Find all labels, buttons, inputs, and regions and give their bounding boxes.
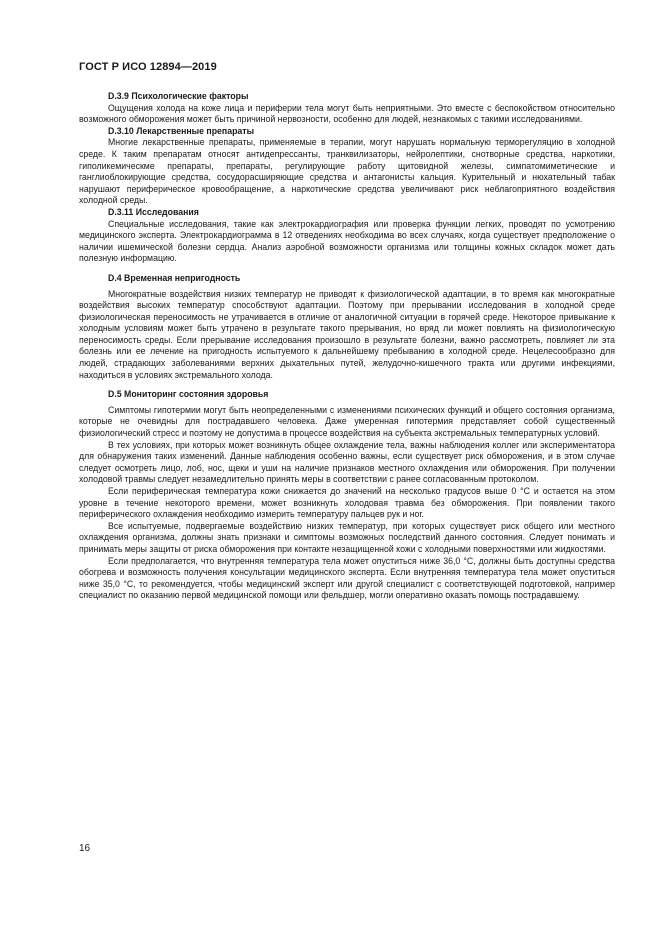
section-d5-paragraph-2: В тех условиях, при которых может возникнуть общее охлаждение тела, важны наблюдения коллег или экспериментатора для обнаружения таких изменений. Данные наблюдения особенно важны, если существует риск обморожения, и в этом случае следует осмотреть лицо, лоб, нос, щеки и уши на наличие признаков местного охлаждения или обморожения. При получении холодовой травмы следует незамедлительно принять меры в соответствии с ранее согласованным протоколом.	[79, 439, 615, 485]
section-d311-paragraph: Специальные исследования, такие как электрокардиография или проверка функции легких, проводят по усмотрению медицинского эксперта. Электрокардиограмма в 12 отведениях необходима во всех случаях, когда существует предположение о наличии ишемической болезни сердца. Анализ аэробной возможности организма или толщины кожных складок может дать полезную информацию.	[79, 218, 615, 264]
document-body	[79, 91, 615, 602]
section-d5-paragraph-3: Если периферическая температура кожи снижается до значений на несколько градусов выше 0 °С и остается на этом уровне в течение некоторого времени, может возникнуть холодовая травма без обморожения. При появлении такого периферического охлаждения необходимо измерить температуру пальцев рук и ног.	[79, 486, 615, 520]
section-d311-title: D.3.11 Исследования	[108, 206, 199, 217]
section-d310-title: D.3.10 Лекарственные препараты	[108, 125, 255, 136]
page-number: 16	[79, 843, 91, 854]
section-d5-paragraph-4: Все испытуемые, подвергаемые воздействию низких температур, при которых существует риск общего или местного охлаждения организма, должны знать признаки и симптомы возможных последствий данного состояния. Следует понимать и принимать меры защиты от риска обморожения при контакте незащищенной кожи с холодными поверхностями или жидкостями.	[79, 520, 615, 554]
section-d310-paragraph: Многие лекарственные препараты, применяемые в терапии, могут нарушать нормальную терморегуляцию в холодной среде. К таким препаратам относят антидепрессанты, транквилизаторы, нейролептики, снотворные средства, наркотики, гиполикемическме препараты, препараты, регулирующие работу щитовидной железы, симпатомиметические и ганглиоблокирующие средства, сосудорасширяющие средства и антагонисты кальция. Курительный и нюхательный табак нарушают периферическое кровообращение, а наркотические средства увеличивают риск неблагоприятного воздействия холодной среды.	[79, 137, 615, 206]
section-d4-paragraph: Многократные воздействия низких температур не приводят к физиологической адаптации, в то время как многократные воздействия высоких температур способствуют адаптации. Поэтому при прерывании исследования в холодной среде физиологическая переносимость не утрачивается в отличие от аналогичной ситуации в горячей среде. Некоторое привыкание к холодным условиям может быть утрачено в результате такого прерывания, но вряд ли может повлиять на физиологическую переносимость среды. Если прерывание исследования произошло в результате болезни, важно рассмотреть, повлияет ли эта болезнь или ее лечение на пригодность испытуемого к дальнейшему пребыванию в холодной среде. Нецелесообразно для людей, страдающих заболеваниями верхних дыхательных путей, желудочно-кишечного тракта или другими инфекциями, находиться в условиях экстремального холода.	[79, 288, 615, 380]
section-d39-title: D.3.9 Психологические факторы	[108, 91, 249, 101]
document-header: ГОСТ Р ИСО 12894—2019	[79, 61, 217, 73]
section-d39-paragraph: Ощущения холода на коже лица и периферии тела могут быть неприятными. Это вместе с беспокойством относительно возможного обморожения может быть причиной нервозности, особенно для людей, незнакомых с такими исследованиями.	[79, 102, 615, 125]
section-d5-paragraph-5: Если предполагается, что внутренняя температура тела может опуститься ниже 36,0 °С, должны быть доступны средства обогрева и возможность получения консультации медицинского эксперта. Если внутренняя температура тела может опуститься ниже 35,0 °С, то рекомендуется, чтобы медицинский эксперт или другой специалист с соответствующей подготовкой, например специалист по оказанию первой медицинской помощи или фельдшер, могли оперативно оказать помощь пострадавшему.	[79, 555, 615, 601]
section-d5-title: D.5 Мониторинг состояния здоровья	[108, 389, 269, 400]
section-d4-title: D.4 Временная непригодность	[108, 272, 241, 283]
section-d5-paragraph-1: Симптомы гипотермии могут быть неопределенными с изменениями психических функций и общего состояния организма, которые не очевидны для пострадавшего человека. Даже умеренная гипотермия представляет собой существенный физиологический стресс и поэтому не допустима в процессе воздействия на субъекта экстремальных температурных условий.	[79, 404, 615, 439]
